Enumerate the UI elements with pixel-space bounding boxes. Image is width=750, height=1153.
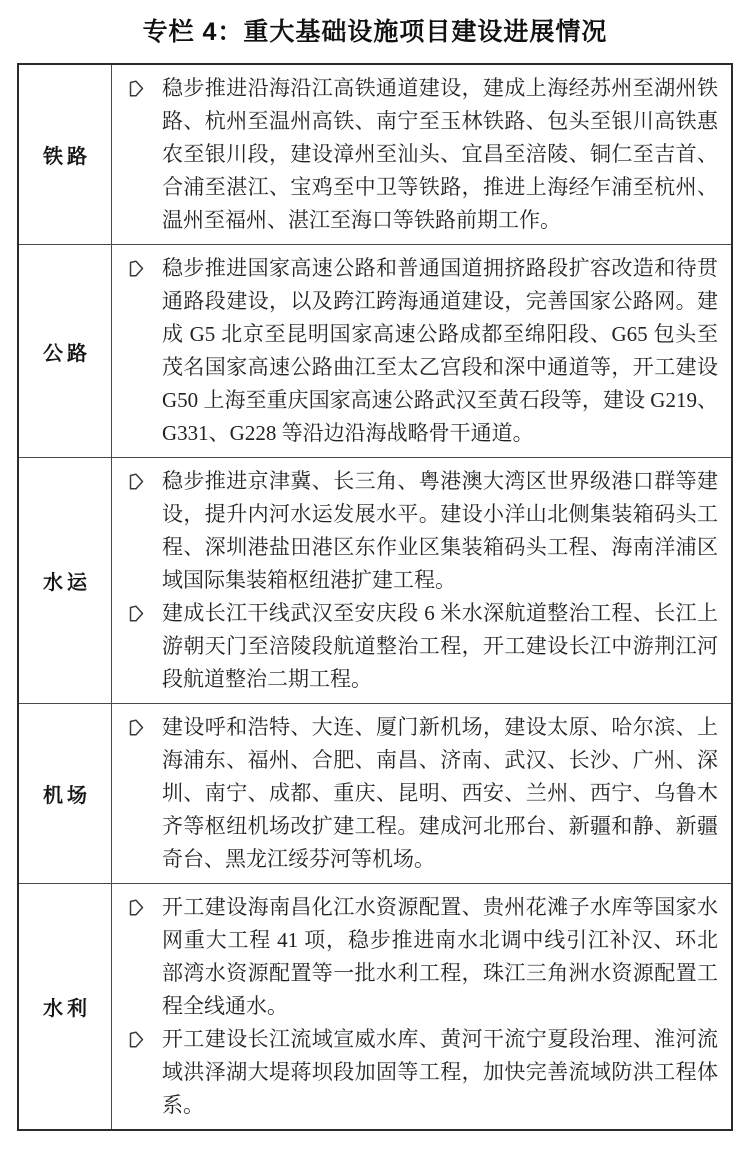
item-text: 建成长江干线武汉至安庆段 6 米水深航道整治工程、长江上游朝天门至涪陵段航道整治工程，开工建设长江中游荆江河段航道整治二期工程。 [162, 601, 718, 691]
list-item [128, 465, 718, 597]
pentagon-bullet-icon [129, 899, 145, 916]
row-content-highway [112, 245, 731, 457]
list-item [128, 1023, 718, 1122]
pentagon-bullet-icon [129, 80, 145, 97]
row-label-text: 机场 [43, 785, 91, 807]
row-label-highway [19, 245, 112, 457]
item-text: 稳步推进国家高速公路和普通国道拥挤路段扩容改造和待贯通路段建设，以及跨江跨海通道建设，完善国家公路网。建成 G5 北京至昆明国家高速公路成都至绵阳段、G65 包头至茂名国家高速公路曲江至太乙宫段和深中通道等，开工建设 G50 上海至重庆国家高速公路武汉至黄石段等，建设 G219、G331、G228 等沿边沿海战略骨干通道。 [162, 256, 718, 445]
row-content-airport [112, 704, 731, 883]
row-label-text: 水利 [43, 998, 91, 1020]
list-item [128, 72, 718, 237]
table-row-water-conservancy [19, 884, 731, 1129]
row-label-railway [19, 65, 112, 244]
row-content-railway [112, 65, 731, 244]
pentagon-bullet-icon [129, 260, 145, 277]
item-text: 开工建设长江流域宣威水库、黄河干流宁夏段治理、淮河流域洪泽湖大堤蒋坝段加固等工程，加快完善流域防洪工程体系。 [162, 1027, 718, 1117]
list-item [128, 891, 718, 1023]
row-label-text: 铁路 [43, 146, 91, 168]
infrastructure-progress-table [17, 63, 733, 1131]
row-label-text: 水运 [43, 572, 91, 594]
row-label-airport [19, 704, 112, 883]
row-label-water-transport [19, 458, 112, 703]
item-text: 稳步推进沿海沿江高铁通道建设，建成上海经苏州至湖州铁路、杭州至温州高铁、南宁至玉林铁路、包头至银川高铁惠农至银川段，建设漳州至汕头、宜昌至涪陵、铜仁至吉首、合浦至湛江、宝鸡至中卫等铁路，推进上海经乍浦至杭州、温州至福州、湛江至海口等铁路前期工作。 [162, 76, 718, 232]
page-title: 专栏 4：重大基础设施项目建设进展情况 [142, 18, 608, 46]
list-item [128, 711, 718, 876]
table-row-water-transport [19, 458, 731, 704]
list-item [128, 597, 718, 696]
item-text: 开工建设海南昌化江水资源配置、贵州花滩子水库等国家水网重大工程 41 项，稳步推进南水北调中线引江补汉、环北部湾水资源配置等一批水利工程，珠江三角洲水资源配置工程全线通水。 [162, 895, 718, 1018]
pentagon-bullet-icon [129, 719, 145, 736]
item-text: 稳步推进京津冀、长三角、粤港澳大湾区世界级港口群等建设，提升内河水运发展水平。建设小洋山北侧集装箱码头工程、深圳港盐田港区东作业区集装箱码头工程、海南洋浦区域国际集装箱枢纽港扩建工程。 [162, 469, 718, 592]
pentagon-bullet-icon [129, 605, 145, 622]
pentagon-bullet-icon [129, 473, 145, 490]
row-content-water-transport [112, 458, 731, 703]
table-row-airport [19, 704, 731, 884]
table-row-railway [19, 65, 731, 245]
item-text: 建设呼和浩特、大连、厦门新机场，建设太原、哈尔滨、上海浦东、福州、合肥、南昌、济南、武汉、长沙、广州、深圳、南宁、成都、重庆、昆明、西安、兰州、西宁、乌鲁木齐等枢纽机场改扩建工程。建成河北邢台、新疆和静、新疆奇台、黑龙江绥芬河等机场。 [162, 715, 718, 871]
row-content-water-conservancy [112, 884, 731, 1129]
pentagon-bullet-icon [129, 1031, 145, 1048]
row-label-water-conservancy [19, 884, 112, 1129]
list-item [128, 252, 718, 450]
table-row-highway [19, 245, 731, 458]
row-label-text: 公路 [43, 342, 91, 365]
